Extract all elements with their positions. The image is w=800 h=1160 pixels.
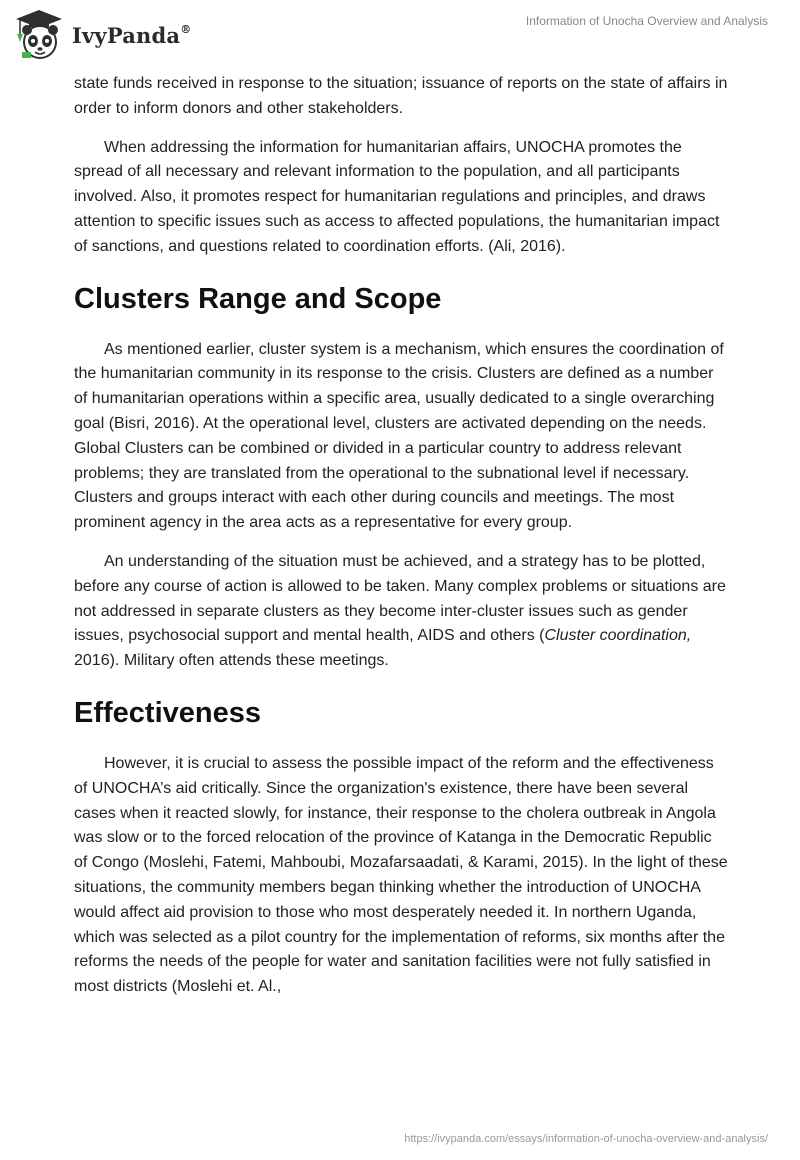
paragraph: However, it is crucial to assess the possible impact of the reform and the effectiveness of UNOCHA’s aid critically. Since the organization's existence, there have been several cases when it reacted slowly, for instance, their response to the cholera outbreak in Angola was slow or to the forced relocation of the province of Katanga in the Democratic Republic of Congo (Moslehi, Fatemi, Mahboubi, Mozafarsaadati, & Karami, 2015). In the light of these situations, the community members began thinking whether the introduction of UNOCHA would affect aid provision to those who most desperately needed it. In northern Uganda, which was selected as a pilot country for the implementation of reforms, six months after the reforms the needs of the people for water and sanitation facilities were not fully satisfied in most districts (Moslehi et. Al., [74,754,728,996]
paragraph: An understanding of the situation must be achieved, and a strategy has to be plotted, before any course of action is allowed to be taken. Many complex problems or situations are not addressed in separate clusters as they become inter-cluster issues such as gender issues, psychosocial support and mental health, AIDS and others (Cluster coordination, 2016). Military often attends these meetings. [74,552,726,670]
source-url[interactable]: https://ivypanda.com/essays/information-of-unocha-overview-and-analysis/ [404,1133,768,1145]
paragraph: When addressing the information for humanitarian affairs, UNOCHA promotes the spread of all necessary and relevant information to the population, and all participants involved. Also, it promotes respect for humanitarian regulations and principles, and draws attention to specific issues such as access to affected populations, the humanitarian impact of sanctions, and questions related to coordination efforts. (Ali, 2016). [74,138,720,255]
brand-name: IvyPanda® [72,22,192,48]
paragraph: As mentioned earlier, cluster system is a mechanism, which ensures the coordination of the humanitarian community in its response to the crisis. Clusters are defined as a number of humanitarian operations within a specific area, usually dedicated to a single overarching goal (Bisri, 2016). At the operational level, clusters are activated depending on the needs. Global Clusters can be combined or divided in a particular country to address relevant problems; they are translated from the operational to the subnational level if necessary. Clusters and groups interact with each other during councils and meetings. The most prominent agency in the area acts as a representative for every group. [74,340,724,532]
section-heading-clusters: Clusters Range and Scope [74,282,442,315]
section-heading-effectiveness: Effectiveness [74,696,261,729]
document-title: Information of Unocha Overview and Analysis [525,14,768,28]
panda-graduate-icon [12,8,66,62]
brand-logo[interactable] [12,8,191,62]
italic-citation: Cluster coordination, [544,627,692,645]
paragraph: state funds received in response to the situation; issuance of reports on the state of affairs in order to inform donors and other stakeholders. [74,75,728,117]
page-header [0,0,800,70]
article-body [74,72,728,1014]
